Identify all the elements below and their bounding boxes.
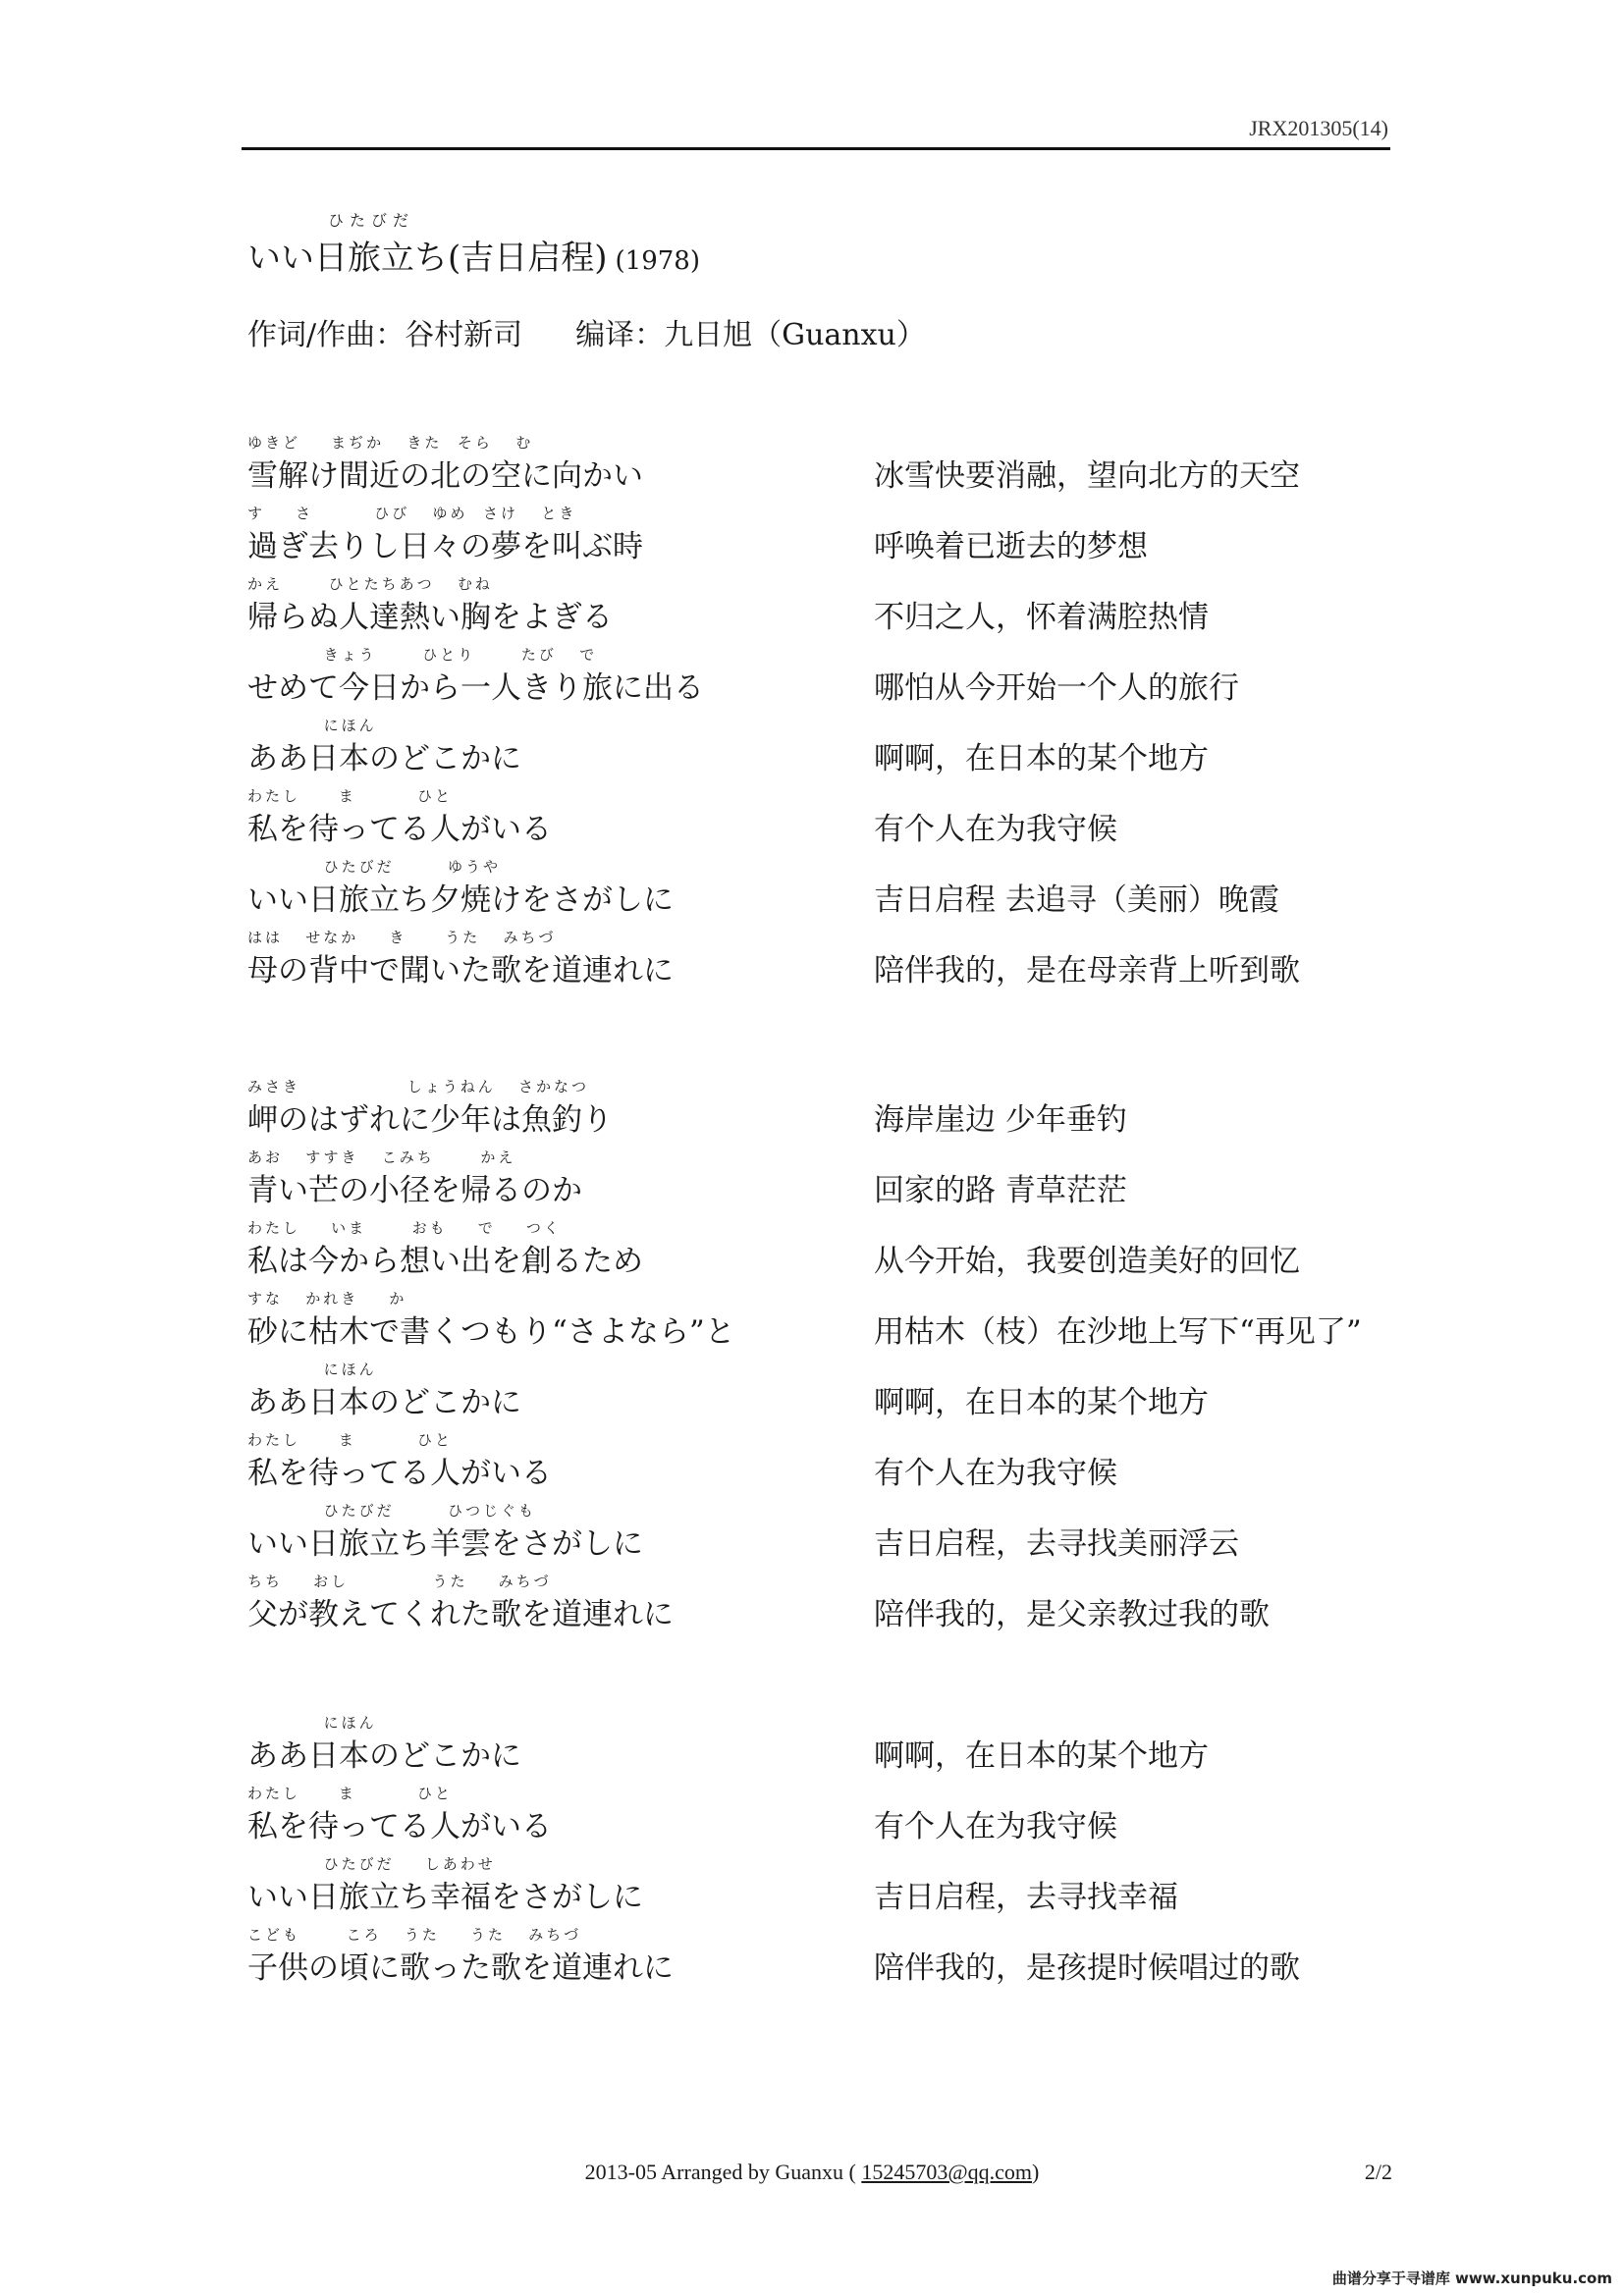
lyric-chinese: 吉日启程，去寻找美丽浮云 xyxy=(874,1526,1239,1562)
lyric-line xyxy=(0,1217,1624,1288)
lyric-chinese: 用枯木（枝）在沙地上写下“再见了” xyxy=(874,1314,1362,1350)
lyric-furigana: ゆきど まぢか きた そら む xyxy=(247,434,534,452)
lyric-line xyxy=(0,1429,1624,1500)
lyric-chinese: 哪怕从今开始一个人的旅行 xyxy=(874,670,1239,706)
lyric-chinese: 冰雪快要消融，望向北方的天空 xyxy=(874,458,1300,494)
lyric-japanese: 過ぎ去りし日々の夢を叫ぶ時 xyxy=(247,529,643,564)
lyric-chinese: 陪伴我的，是孩提时候唱过的歌 xyxy=(874,1950,1300,1986)
lyric-chinese: 有个人在为我守候 xyxy=(874,1809,1117,1844)
lyric-japanese: いい日旅立ち羊雲をさがしに xyxy=(247,1526,643,1562)
lyric-furigana: ちち おし うた みちづ xyxy=(247,1573,552,1590)
lyric-chinese: 吉日启程，去寻找幸福 xyxy=(874,1880,1178,1915)
lyric-japanese: いい日旅立ち夕焼けをさがしに xyxy=(247,882,674,918)
song-title-text: いい日旅立ち(吉日启程) xyxy=(247,239,608,278)
lyric-furigana: はは せなか き うた みちづ xyxy=(247,929,557,946)
lyric-japanese: せめて今日から一人きり旅に出る xyxy=(247,670,704,706)
lyric-line xyxy=(0,1288,1624,1359)
lyric-chinese: 不归之人，怀着满腔热情 xyxy=(874,600,1209,635)
lyric-line xyxy=(0,1147,1624,1217)
lyric-japanese: 私を待ってる人がいる xyxy=(247,812,552,847)
lyric-japanese: 岬のはずれに少年は魚釣り xyxy=(247,1102,613,1138)
header-rule xyxy=(242,147,1390,150)
lyric-japanese: ああ日本のどこかに xyxy=(247,1385,521,1420)
lyric-line xyxy=(0,1783,1624,1853)
lyric-japanese: 私は今から想い出を創るため xyxy=(247,1244,643,1279)
page-number: 2/2 xyxy=(1364,2160,1392,2184)
lyric-chinese: 海岸崖边 少年垂钓 xyxy=(874,1102,1127,1138)
lyric-japanese: 雪解け間近の北の空に向かい xyxy=(247,458,643,494)
lyric-chinese: 吉日启程 去追寻（美丽）晚霞 xyxy=(874,882,1279,918)
lyric-line xyxy=(0,1500,1624,1571)
lyric-furigana: にほん xyxy=(247,1361,377,1378)
watermark: 曲谱分享于寻谱库 www.xunpuku.com xyxy=(1331,2269,1612,2287)
lyric-chinese: 啊啊，在日本的某个地方 xyxy=(874,1385,1209,1420)
lyric-chinese: 呼唤着已逝去的梦想 xyxy=(874,529,1148,564)
lyric-japanese: 父が教えてくれた歌を道連れに xyxy=(247,1597,674,1632)
lyric-chinese: 啊啊，在日本的某个地方 xyxy=(874,1738,1209,1774)
lyric-line xyxy=(0,432,1624,503)
composer-credit: 作词/作曲：谷村新司 xyxy=(247,318,523,352)
lyric-furigana: きょう ひとり たび で xyxy=(247,646,598,664)
lyric-japanese: いい日旅立ち幸福をさがしに xyxy=(247,1880,643,1915)
lyric-chinese: 有个人在为我守候 xyxy=(874,1456,1117,1491)
lyric-chinese: 回家的路 青草茫茫 xyxy=(874,1173,1127,1208)
lyric-line xyxy=(0,1924,1624,1995)
lyric-japanese: 私を待ってる人がいる xyxy=(247,1456,552,1491)
lyric-furigana: にほん xyxy=(247,717,377,734)
lyric-line xyxy=(0,1076,1624,1147)
document-code: JRX201305(14) xyxy=(1249,116,1388,140)
lyric-furigana: すな かれき か xyxy=(247,1290,407,1308)
lyric-furigana: にほん xyxy=(247,1714,377,1732)
title-furigana: ひたびだ xyxy=(328,211,415,230)
footer-text: 2013-05 Arranged by Guanxu ( xyxy=(584,2160,856,2184)
lyric-chinese: 陪伴我的，是在母亲背上听到歌 xyxy=(874,953,1300,988)
lyric-line xyxy=(0,503,1624,573)
lyric-furigana: ひたびだ しあわせ xyxy=(247,1855,496,1873)
lyric-line xyxy=(0,1359,1624,1429)
footer-close: ) xyxy=(1031,2160,1040,2184)
lyric-japanese: 母の背中で聞いた歌を道連れに xyxy=(247,953,674,988)
song-year: (1978) xyxy=(615,246,700,276)
lyric-line xyxy=(0,1853,1624,1924)
lyric-furigana: ひたびだ ひつじぐも xyxy=(247,1502,537,1520)
lyric-furigana: こども ころ うた うた みちづ xyxy=(247,1926,582,1944)
lyric-furigana: わたし いま おも で つく xyxy=(247,1219,562,1237)
lyric-chinese: 从今开始，我要创造美好的回忆 xyxy=(874,1244,1300,1279)
lyric-furigana: わたし ま ひと xyxy=(247,787,453,805)
lyric-chinese: 啊啊，在日本的某个地方 xyxy=(874,741,1209,776)
lyric-japanese: 私を待ってる人がいる xyxy=(247,1809,552,1844)
translator-credit: 编译：九日旭（Guanxu） xyxy=(575,318,926,352)
lyric-line xyxy=(0,644,1624,715)
lyric-furigana: わたし ま ひと xyxy=(247,1431,453,1449)
lyric-japanese: 帰らぬ人達熱い胸をよぎる xyxy=(247,600,613,635)
credits xyxy=(247,310,926,353)
lyric-japanese: ああ日本のどこかに xyxy=(247,1738,521,1774)
footer-email[interactable]: 15245703@qq.com xyxy=(861,2160,1032,2184)
lyric-furigana: かえ ひとたちあつ むね xyxy=(247,575,493,593)
lyric-furigana: す さ ひび ゆめ さけ とき xyxy=(247,505,577,522)
lyric-line xyxy=(0,573,1624,644)
lyric-line xyxy=(0,927,1624,997)
lyric-furigana: みさき しょうねん さかなつ xyxy=(247,1078,590,1095)
lyric-line xyxy=(0,785,1624,856)
lyric-furigana: わたし ま ひと xyxy=(247,1785,453,1802)
lyric-chinese: 有个人在为我守候 xyxy=(874,812,1117,847)
lyric-japanese: ああ日本のどこかに xyxy=(247,741,521,776)
lyric-furigana: ひたびだ ゆうや xyxy=(247,858,502,876)
lyric-line xyxy=(0,856,1624,927)
lyric-japanese: 子供の頃に歌った歌を道連れに xyxy=(247,1950,674,1986)
lyric-japanese: 砂に枯木で書くつもり“さよなら”と xyxy=(247,1314,735,1350)
lyric-line xyxy=(0,1712,1624,1783)
lyric-chinese: 陪伴我的，是父亲教过我的歌 xyxy=(874,1597,1270,1632)
lyric-japanese: 青い芒の小径を帰るのか xyxy=(247,1173,582,1208)
lyric-furigana: あお すすき こみち かえ xyxy=(247,1148,516,1166)
lyric-line xyxy=(0,715,1624,785)
song-title xyxy=(247,231,700,279)
lyric-line xyxy=(0,1571,1624,1641)
